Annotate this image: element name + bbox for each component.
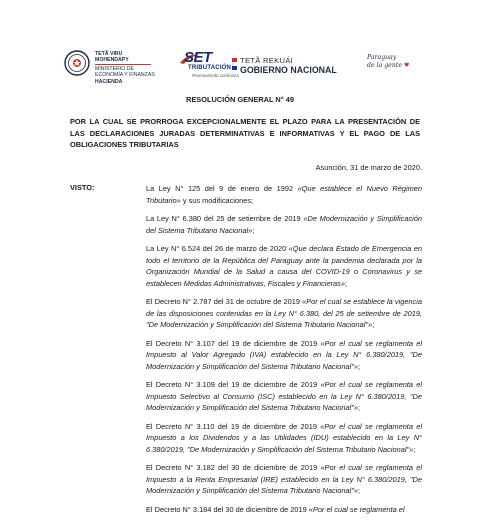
set-mark: SET — [184, 49, 212, 66]
header-logos — [62, 48, 434, 85]
heart-icon: ♥ — [403, 61, 410, 69]
entry-tail: ; — [372, 320, 375, 329]
visto-entry — [146, 183, 422, 206]
gobierno-line1: TETÃ REKUÁI — [240, 56, 294, 65]
entry-lead: El Decreto N° 3.184 del 30 de diciembre de 2019 — [146, 504, 309, 514]
gobierno-line2: GOBIERNO NACIONAL — [240, 65, 337, 75]
entry-title: «Por el cual se reglamenta el Impuesto a los Dividendos y a las Utilidades (IDU) establecido en la Ley N° 6.380/2019, "De Modernización y Simplificación del Sistema Tributario Nacional"» — [146, 421, 422, 454]
visto-entry — [146, 338, 422, 373]
document-date: Asunción, 31 de marzo de 2020. — [315, 163, 422, 172]
entry-tail: ; — [252, 225, 255, 235]
visto-label: VISTO: — [70, 183, 95, 192]
paraguay-motto — [367, 54, 409, 69]
resolution-title: RESOLUCIÓN GENERAL N° 49 — [186, 95, 294, 104]
resolution-subject: POR LA CUAL SE PRORROGA EXCEPCIONALMENTE EL PLAZO PARA LA PRESENTACIÓN DE LAS DECLARACIONES JURADAS DETERMINATIVAS E INFORMATIVAS Y EL PAGO DE LAS OBLIGACIONES TRIBUTARIAS — [70, 117, 420, 149]
entry-lead: La Ley N° 6.380 del 25 de setiembre de 2019 — [146, 214, 304, 223]
entry-tail: ; — [357, 361, 361, 371]
hacienda-line: TETÃ VIRU — [95, 51, 123, 57]
entry-tail: ; — [344, 278, 348, 288]
entry-lead: El Decreto N° 3.107 del 19 de diciembre de 2019 — [146, 338, 321, 348]
hacienda-logo — [62, 48, 172, 85]
entry-title: «De Modernización y Simplificación del Sistema Tributario Nacional» — [146, 214, 423, 235]
entry-tail: y sus modificaciones; — [180, 195, 254, 205]
entry-tail: ; — [357, 403, 361, 412]
visto-entry — [146, 296, 422, 331]
motto-line2: de la gente — [367, 61, 402, 69]
hacienda-line: MOHENDAPY — [95, 57, 129, 64]
visto-entry — [146, 421, 422, 456]
visto-entries — [146, 183, 422, 522]
visto-entry — [146, 213, 422, 236]
entry-lead: El Decreto N° 2.787 del 31 de octubre de 2019 — [146, 297, 303, 306]
entry-title: «Que declara Estado de Emergencia en todo el territorio de la República del Paraguay ante la pandemia declarada por la Organización Mundial de la Salud a causa del COVID-19 o Coronavirus y se establecen Medidas Administrativas, Fiscales y Financieras» — [146, 244, 422, 288]
hacienda-line: MINISTERIO DE — [95, 66, 134, 73]
flag-icon — [232, 58, 237, 70]
visto-entry — [146, 379, 422, 414]
entry-title: «Por el cual se reglamenta el — [308, 504, 405, 514]
visto-entry — [146, 462, 422, 497]
entry-lead: La Ley N° 6.524 del 26 de marzo de 2020 — [146, 244, 289, 253]
visto-entry — [146, 504, 422, 516]
gobierno-logo — [232, 48, 362, 82]
entry-title: «Que establece el Nuevo Régimen Tributario» — [146, 184, 422, 205]
entry-title: «Por el cual se reglamenta el Impuesto Selectivo al Consumo (ISC) establecido en la Ley N° 6.380/2019, "De Modernización y Simplificación del Sistema Tributario Nacional"» — [146, 380, 422, 412]
hacienda-line: HACIENDA — [95, 78, 123, 85]
set-name: TRIBUTACIÓN — [188, 65, 232, 71]
entry-lead: La Ley N° 125 del 9 de enero de 1992 — [146, 184, 298, 193]
visto-entry — [146, 243, 422, 289]
entry-title: «Por el cual se establece la vigencia de las disposiciones contenidas en la Ley N° 6.380, del 25 de setiembre de 2019, "De Modernización y Simplificación del Sistema Tributario Nacional"» — [146, 297, 422, 329]
hacienda-divider — [95, 64, 151, 65]
set-tagline: Promoviendo confianza — [192, 73, 240, 78]
entry-tail: ; — [357, 486, 361, 495]
entry-title: «Por el cual se reglamenta el Impuesto al Valor Agregado (IVA) establecido en la Ley N° 6.380/2019, "De Modernización y Simplificación del Sistema Tributario Nacional"» — [146, 338, 422, 371]
national-seal-icon — [64, 50, 90, 76]
paraguay-motto-logo — [367, 48, 435, 82]
entry-lead: El Decreto N° 3.182 del 30 de diciembre de 2019 — [146, 463, 321, 472]
gobierno-text — [240, 56, 337, 75]
entry-lead: El Decreto N° 3.109 del 19 de diciembre de 2019 — [146, 380, 321, 389]
motto-line1: Paraguay — [367, 54, 397, 61]
hacienda-text — [95, 51, 155, 85]
entry-title: «Por el cual se reglamenta el Impuesto a la Renta Empresarial (IRE) establecido en la Ley N° 6.380/2019, "De Modernización y Simplificación del Sistema Tributario Nacional"» — [146, 463, 422, 495]
hacienda-line: ECONOMÍA Y FINANZAS — [95, 72, 155, 79]
entry-lead: El Decreto N° 3.110 del 19 de diciembre de 2019 — [146, 421, 321, 431]
entry-tail: ; — [413, 444, 416, 454]
